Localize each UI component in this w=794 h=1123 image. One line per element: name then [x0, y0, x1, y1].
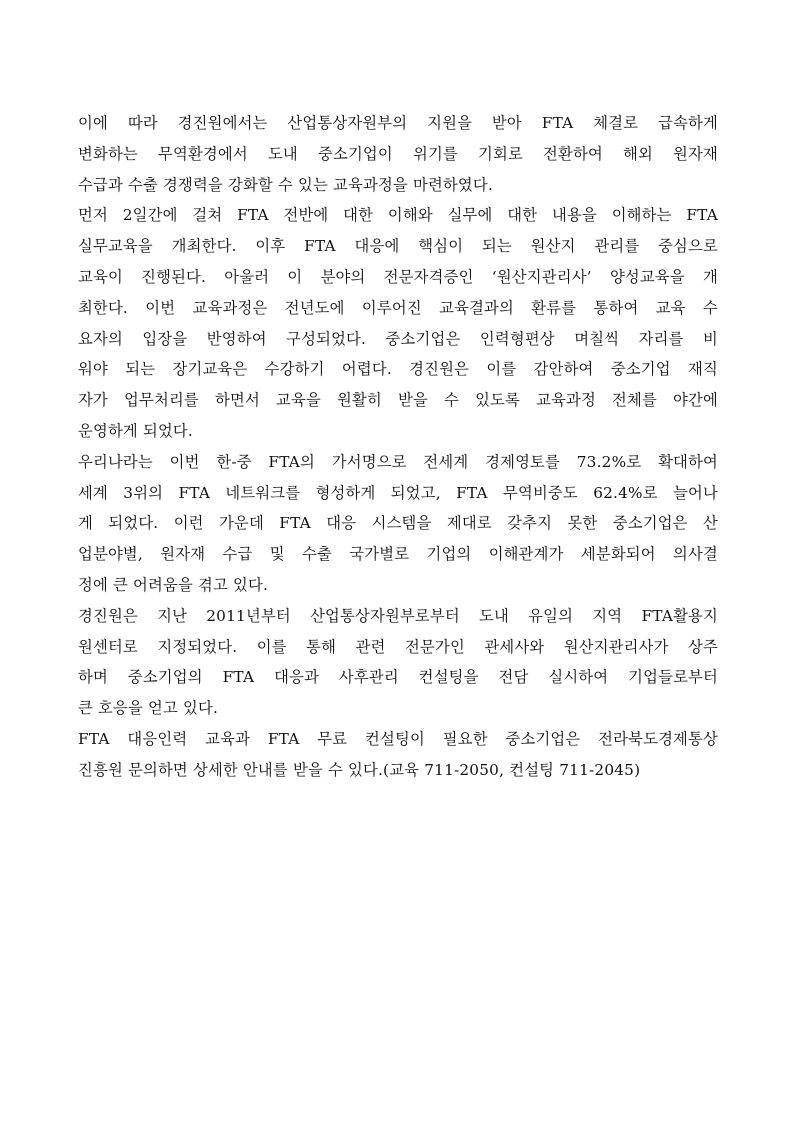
text-line: 교육이 진행된다. 아울러 이 분야의 전문자격증인 ‘원산지관리사’ 양성교육을 개: [78, 267, 718, 286]
text-line: 최한다. 이번 교육과정은 전년도에 이루어진 교육결과의 환류를 통하여 교육 수: [78, 298, 718, 317]
text-line: 요자의 입장을 반영하여 구성되었다. 중소기업은 인력형편상 며칠씩 자리를 비: [78, 329, 718, 348]
text-line: 경진원은 지난 2011년부터 산업통상자원부로부터 도내 유일의 지역 FTA활용지: [78, 606, 718, 625]
paragraph-4: [78, 601, 718, 724]
paragraph-1: [78, 108, 718, 200]
text-line: 원센터로 지정되었다. 이를 통해 관련 전문가인 관세사와 원산지관리사가 상주: [78, 637, 718, 656]
text-line: 게 되었다. 이런 가운데 FTA 대응 시스템을 제대로 갖추지 못한 중소기업은 산: [78, 514, 718, 533]
text-line: 진흥원 문의하면 상세한 안내를 받을 수 있다.(교육 711-2050, 컨설팅 711-2045): [78, 760, 641, 779]
text-line: 큰 호응을 얻고 있다.: [78, 699, 219, 718]
paragraph-5: [78, 724, 718, 786]
text-line: FTA 대응인력 교육과 FTA 무료 컨설팅이 필요한 중소기업은 전라북도경제통상: [78, 729, 718, 748]
text-line: 세계 3위의 FTA 네트워크를 형성하게 되었고, FTA 무역비중도 62.4%로 늘어나: [78, 483, 718, 502]
text-line: 먼저 2일간에 걸쳐 FTA 전반에 대한 이해와 실무에 대한 내용을 이해하는 FTA: [78, 206, 718, 225]
text-line: 수급과 수출 경쟁력을 강화할 수 있는 교육과정을 마련하였다.: [78, 175, 493, 194]
text-line: 하며 중소기업의 FTA 대응과 사후관리 컨설팅을 전담 실시하여 기업들로부터: [78, 668, 718, 687]
text-line: 실무교육을 개최한다. 이후 FTA 대응에 핵심이 되는 원산지 관리를 중심으로: [78, 237, 718, 256]
text-line: 자가 업무처리를 하면서 교육을 원활히 받을 수 있도록 교육과정 전체를 야간에: [78, 391, 718, 410]
paragraph-2: [78, 200, 718, 446]
paragraph-3: [78, 447, 718, 601]
text-line: 우리나라는 이번 한-중 FTA의 가서명으로 전세계 경제영토를 73.2%로 확대하여: [78, 452, 718, 471]
text-line: 워야 되는 장기교육은 수강하기 어렵다. 경진원은 이를 감안하여 중소기업 재직: [78, 360, 718, 379]
document-body: [78, 108, 718, 786]
text-line: 운영하게 되었다.: [78, 421, 193, 440]
text-line: 정에 큰 어려움을 겪고 있다.: [78, 575, 269, 594]
text-line: 변화하는 무역환경에서 도내 중소기업이 위기를 기회로 전환하여 해외 원자재: [78, 144, 718, 163]
text-line: 이에 따라 경진원에서는 산업통상자원부의 지원을 받아 FTA 체결로 급속하게: [78, 114, 718, 132]
text-line: 업분야별, 원자재 수급 및 수출 국가별로 기업의 이해관계가 세분화되어 의사결: [78, 545, 718, 564]
